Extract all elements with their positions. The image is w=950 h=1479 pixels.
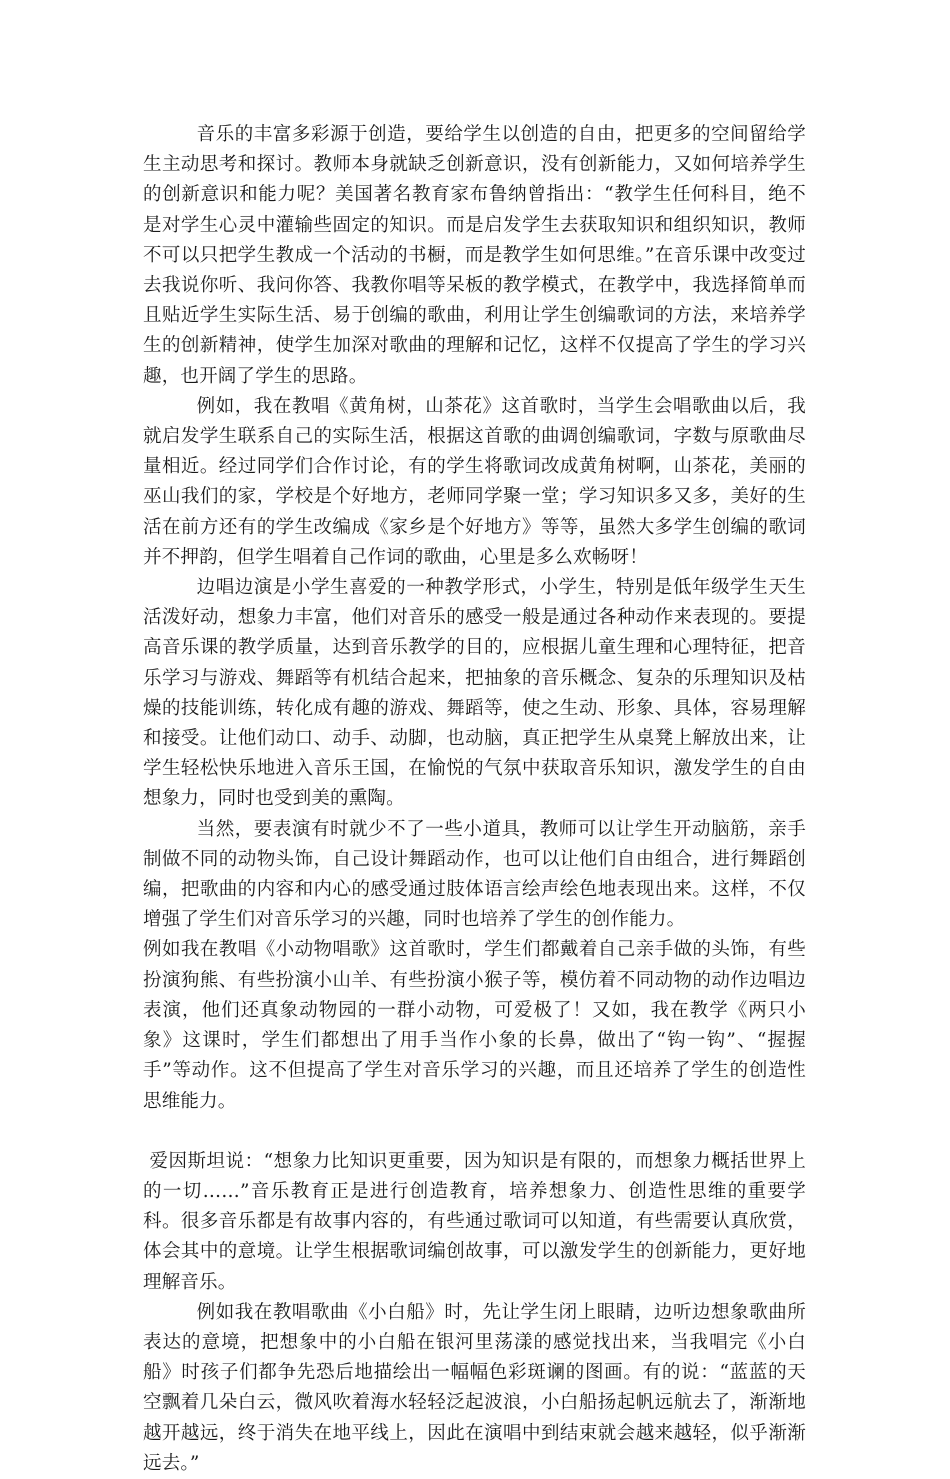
paragraph-sing-and-act: 边唱边演是小学生喜爱的一种教学形式，小学生，特别是低年级学生天生活泼好动，想象力丰富，他们对音乐的感受一般是通过各种动作来表现的。要提高音乐课的教学质量，达到音乐教学的目的，应根据儿童生理和心理特征，把音乐学习与游戏、舞蹈等有机结合起来，把抽象的音乐概念、复杂的乐理知识及枯燥的技能训练，转化成有趣的游戏、舞蹈等，使之生动、形象、具体，容易理解和接受。让他们动口、动手、动脚，也动脑，真正把学生从桌凳上解放出来，让学生轻松快乐地进入音乐王国，在愉悦的气氛中获取音乐知识，激发学生的自由想象力，同时也受到美的熏陶。 (143, 577, 806, 810)
paragraph-einstein: 爱因斯坦说：“想象力比知识更重要，因为知识是有限的，而想象力概括世界上的一切……”音乐教育正是进行创造教育，培养想象力、创造性思维的重要学科。很多音乐都是有故事内容的，有些通过歌词可以知道，有些需要认真欣赏，体会其中的意境。让学生根据歌词编创故事，可以激发学生的创新能力，更好地理解音乐。 (143, 1150, 806, 1293)
document-body (143, 120, 806, 1479)
paragraph-example-huangjiaoshu: 例如，我在教唱《黄角树，山茶花》这首歌时，当学生会唱歌曲以后，我就启发学生联系自己的实际生活，根据这首歌的曲调创编歌词，字数与原歌曲尽量相近。经过同学们合作讨论，有的学生将歌词改成黄角树啊，山茶花，美丽的巫山我们的家，学校是个好地方，老师同学聚一堂；学习知识多又多，美好的生活在前方还有的学生改编成《家乡是个好地方》等等，虽然大多学生创编的歌词并不押韵，但学生唱着自己作词的歌曲，心里是多么欢畅呀！ (143, 395, 806, 568)
paragraph-example-animals: 例如我在教唱《小动物唱歌》这首歌时，学生们都戴着自己亲手做的头饰，有些扮演狗熊、有些扮演小山羊、有些扮演小猴子等，模仿着不同动物的动作边唱边表演，他们还真象动物园的一群小动物，可爱极了！又如，我在教学《两只小象》这课时，学生们都想出了用手当作小象的长鼻，做出了“钩一钩”、“握握手”等动作。这不但提高了学生对音乐学习的兴趣，而且还培养了学生的创造性思维能力。 (143, 939, 806, 1112)
paragraph-example-xiaobaichuan: 例如我在教唱歌曲《小白船》时，先让学生闭上眼睛，边听边想象歌曲所表达的意境，把想象中的小白船在银河里荡漾的感觉找出来，当我唱完《小白船》时孩子们都争先恐后地描绘出一幅幅色彩斑谰的图画。有的说：“蓝蓝的天空飘着几朵白云，微风吹着海水轻轻泛起波浪，小白船扬起帆远航去了，渐渐地越开越远，终于消失在地平线上，因此在演唱中到结束就会越来越轻，似乎渐渐远去。” (143, 1301, 806, 1474)
paragraph-props: 当然，要表演有时就少不了一些小道具，教师可以让学生开动脑筋，亲手制做不同的动物头饰，自己设计舞蹈动作，也可以让他们自由组合，进行舞蹈创编，把歌曲的内容和内心的感受通过肢体语言绘声绘色地表现出来。这样，不仅增强了学生们对音乐学习的兴趣，同时也培养了学生的创作能力。 (143, 818, 806, 931)
paragraph-gap (143, 1117, 806, 1147)
paragraph-creativity: 音乐的丰富多彩源于创造，要给学生以创造的自由，把更多的空间留给学生主动思考和探讨。教师本身就缺乏创新意识，没有创新能力，又如何培养学生的创新意识和能力呢？美国著名教育家布鲁纳曾指出：“教学生任何科目，绝不是对学生心灵中灌输些固定的知识。而是启发学生去获取知识和组织知识，教师不可以只把学生教成一个活动的书橱，而是教学生如何思维。”在音乐课中改变过去我说你听、我问你答、我教你唱等呆板的教学模式，在教学中，我选择简单而且贴近学生实际生活、易于创编的歌曲，利用让学生创编歌词的方法，来培养学生的创新精神，使学生加深对歌曲的理解和记忆，这样不仅提高了学生的学习兴趣，也开阔了学生的思路。 (143, 124, 806, 387)
